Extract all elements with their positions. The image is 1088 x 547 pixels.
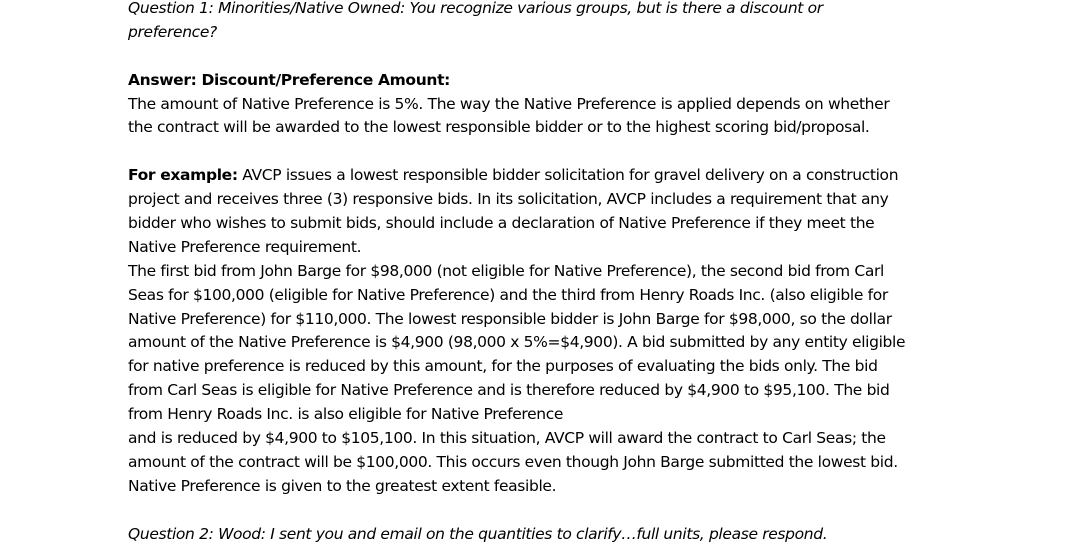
example-line: bidder who wishes to submit bids, should include a declaration of Native Preference if they meet the bbox=[128, 214, 875, 233]
answer-section bbox=[128, 69, 968, 141]
example-line: amount of the contract will be $100,000. This occurs even though John Barge submitted the lowest bid. bbox=[128, 452, 898, 471]
example-line: Native Preference is given to the greatest extent feasible. bbox=[128, 476, 557, 495]
question-2-line: Question 2: Wood: I sent you and email on the quantities to clarify…full units, please respond. bbox=[128, 524, 828, 543]
document-page bbox=[128, 0, 968, 546]
example-line: from Henry Roads Inc. is also eligible for Native Preference bbox=[128, 405, 564, 424]
example-line: The first bid from John Barge for $98,000 (not eligible for Native Preference), the second bid from Carl bbox=[128, 261, 884, 280]
example-line-1 bbox=[128, 164, 968, 188]
example-line-1-text: AVCP issues a lowest responsible bidder solicitation for gravel delivery on a construction bbox=[237, 166, 899, 185]
example-line: Seas for $100,000 (eligible for Native Preference) and the third from Henry Roads Inc. (also eligible for bbox=[128, 285, 888, 304]
question-1-line-1: Question 1: Minorities/Native Owned: You recognize various groups, but is there a discount or bbox=[128, 0, 823, 17]
example-line: amount of the Native Preference is $4,900 (98,000 x 5%=$4,900). A bid submitted by any entity eligible bbox=[128, 333, 906, 352]
example-line: project and receives three (3) responsive bids. In its solicitation, AVCP includes a requirement that any bbox=[128, 190, 889, 209]
example-line: Native Preference requirement. bbox=[128, 237, 362, 256]
example-line: Native Preference) for $110,000. The lowest responsible bidder is John Barge for $98,000, so the dollar bbox=[128, 309, 892, 328]
paragraph-gap bbox=[128, 499, 968, 523]
question-1-line-2: preference? bbox=[128, 22, 217, 41]
answer-heading: Answer: Discount/Preference Amount: bbox=[128, 70, 450, 89]
example-label: For example: bbox=[128, 166, 238, 185]
question-1 bbox=[128, 0, 968, 45]
example-line: for native preference is reduced by this amount, for the purposes of evaluating the bids only. The bid bbox=[128, 357, 878, 376]
answer-line-2: the contract will be awarded to the lowest responsible bidder or to the highest scoring bid/proposal. bbox=[128, 118, 870, 137]
question-2 bbox=[128, 523, 968, 547]
example-line: and is reduced by $4,900 to $105,100. In this situation, AVCP will award the contract to Carl Seas; the bbox=[128, 429, 886, 448]
paragraph-gap bbox=[128, 140, 968, 164]
paragraph-gap bbox=[128, 45, 968, 69]
example-section bbox=[128, 164, 968, 498]
example-line: from Carl Seas is eligible for Native Preference and is therefore reduced by $4,900 to $95,100. The bid bbox=[128, 381, 890, 400]
answer-line-1: The amount of Native Preference is 5%. The way the Native Preference is applied depends on whether bbox=[128, 94, 890, 113]
